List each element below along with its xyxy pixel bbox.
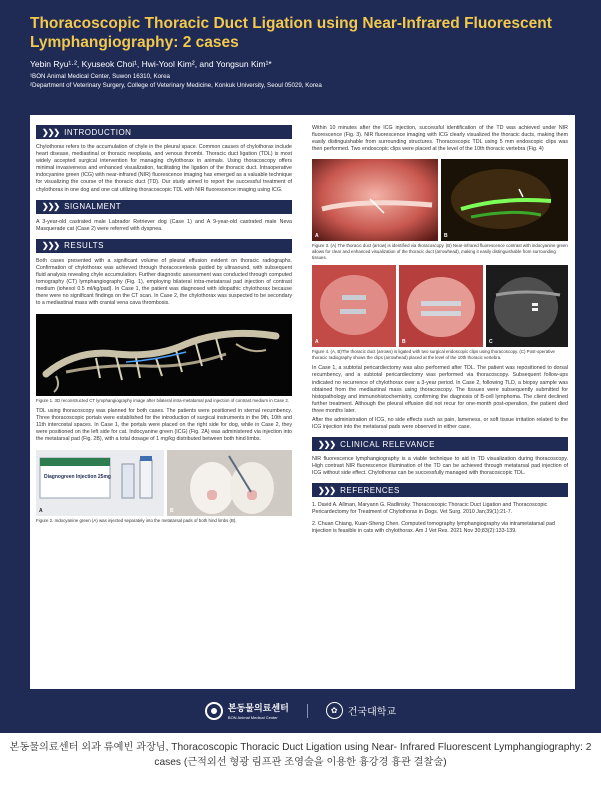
chevron-icon: ❯❯❯ <box>42 202 60 212</box>
figure-1-caption: Figure 1. 3D reconstructed CT lymphangiography image after bilateral intra-metatarsal pad injection of contrast medium in Case 2. <box>36 397 289 403</box>
poster-header <box>0 0 601 108</box>
results-text-2: TDL using thoracoscopy was planned for both cases. The patients were positioned in sternal recumbency. Three thoracoscopic portals were established for the introduction of surgical instruments in the 9th, 10th and 11th intercostal spaces. In Case 1, the portals were placed on the right side for dog, while in Case 2, they were positioned on the left side for cat. Indocyanine green (ICG) (Fig. 2A) was administered via injection into the metatarsal pad (Fig. 2B), with a total dosage of 1 mg/kg distributed between both hind limbs. <box>36 408 292 443</box>
signalment-text: A 3-year-old castrated male Labrador Retriever dog (Case 1) and A 9-year-old castrated male Neva Masquerade cat (Case 2) were referred with dyspnea. <box>36 218 292 232</box>
right-column <box>312 125 568 540</box>
figure-3-caption: Figure 3. (A) The thoracic duct (arrow) is identified via thoracoscopy. (B) Near-infrared fluorescence contrast with indocyanine green allows for clear and enhanced visualization of the thoracic duct (arrowhead), making it easily distinguishable from surrounding tissues. <box>312 243 568 260</box>
section-heading-clinical-relevance: ❯❯❯ CLINICAL RELEVANCE <box>312 437 568 451</box>
section-heading-introduction: ❯❯❯ INTRODUCTION <box>36 125 292 139</box>
figure-2b-injection-photo: B <box>167 450 292 516</box>
affiliation-1: ¹BON Animal Medical Center, Suwon 16310, Korea <box>30 73 170 80</box>
affiliation-2: ²Department of Veterinary Surgery, College of Veterinary Medicine, Konkuk University, Seoul 05029, Korea <box>30 82 322 89</box>
footer-divider <box>307 704 308 718</box>
figure-4c-radiograph: C <box>486 265 568 347</box>
chevron-icon: ❯❯❯ <box>42 241 60 251</box>
left-column <box>36 125 292 528</box>
chevron-icon: ❯❯❯ <box>318 485 336 495</box>
vial-box-label: Diagnogreen Injection 25mg <box>44 473 111 480</box>
chevron-icon: ❯❯❯ <box>42 127 60 137</box>
reference-item: 2. Chuan Chiang, Kuan-Sheng Chen. Computed tomography lymphangiography via intrametatarsal pad injection is feasible in cats with chylothorax. Am J Vet Res. 2021 Nov 30;83(2):133-139. <box>312 521 555 535</box>
section-heading-signalment: ❯❯❯ SIGNALMENT <box>36 200 292 214</box>
figure-2-caption: Figure 2. Indocyanine green (A) was injected separately into the metatarsal pads of both hind limbs (B). <box>36 517 237 523</box>
bon-logo-icon <box>205 702 223 720</box>
university-seal-icon: ✿ <box>326 702 343 719</box>
section-heading-results: ❯❯❯ RESULTS <box>36 239 292 253</box>
figure-3b-nir-fluorescence: B <box>441 159 568 241</box>
chevron-icon: ❯❯❯ <box>318 439 336 449</box>
figure-4a-clip-ligation: A <box>312 265 396 347</box>
clinical-relevance-text: NIR fluorescence lymphangiography is a viable technique to aid in TD visualization during thoracoscopy. High contrast NIR fluorescence illumination of the TD can be achieved through metatarsal pad injection of ICG without side effect. Chylothorax can be successfully managed with thoracoscopic TDL. <box>312 456 568 477</box>
poster-title: Thoracoscopic Thoracic Duct Ligation using Near-Infrared Fluorescent Lymphangiography: 2 cases <box>30 15 552 51</box>
bon-animal-medical-center-logo: 본동물의료센터 BON Animal Medical Center <box>205 701 289 720</box>
results-text-3: Within 10 minutes after the ICG injection, successful identification of the TD was achieved under NIR fluorescence (Fig. 3). NIR fluorescence imaging with ICG clearly visualized the thoracic ducts, making them easily distinguishable from surrounding structures. Thoracoscopic TDL using 5 mm endoscopic clips was then performed. Two endoscopic clips were placed at the level of the 10th thoracic vertebra (Fig. 4) <box>312 125 568 153</box>
konkuk-university-logo: ✿ 건국대학교 <box>326 702 396 719</box>
figure-2 <box>36 450 292 516</box>
results-text-1: Both cases presented with a significant volume of pleural effusion evident on thoracic radiographs. Confirmation of chylothorax was achieved through thoracocentesis guided by ultrasound, with subsequent fluid analysis revealing chyle accumulation. Further diagnostic assessment was conducted through computed tomography (CT) lymphangiography (Fig. 1), employing bilateral intra-metatarsal pad injection of contrast medium (iohexol 0.5 ml/kg/pad). In Case 1, the patient was diagnosed with idiopathic chylothorax because there were no significant findings on the CT scan. In Case 2, the chylothorax was suspected to be secondary to a mediastinal mass with cranial vena cava thrombosis. <box>36 257 292 307</box>
figure-3 <box>312 159 568 241</box>
figure-3a-thoracoscopy: A <box>312 159 438 241</box>
section-heading-references: ❯❯❯ REFERENCES <box>312 483 568 497</box>
figure-4-caption: Figure 4. (A, B)The thoracic duct (arrows) is ligated with two surgical endoscopic clips using thoracoscopy. (C) Post-operative thoracic radiography shows the clips (arrowhead) placed at the level of the 10th thoracic vertebra. <box>312 349 555 360</box>
results-text-4: In Case 1, a subtotal pericardiectomy was also performed after TDL. The patient was repositioned to dorsal recumbency, and a subtotal pericardiectomy was performed via thoracoscopy. Subsequent follow-ups indicated no recurrence of chylothorax over a 3-year period. In Case 2, following TLD, a biopsy sample was obtained from the mediastinal mass using thoracoscopy. The tissues were subsequently submitted for histopathology and immunohistochemistry, confirming the diagnosis of B-cell lymphoma. The client declined further treatment. Although the pleural effusion did not recur for one-month post-operation, the patient died three months later. <box>312 365 568 414</box>
introduction-text: Chylothorax refers to the accumulation of chyle in the pleural space. Common causes of chylothorax include heart disease, mediastinal or thoracic neoplasia, and venous thrombi. Thoracic duct ligation (TDL) is most widely accepted surgical intervention for managing chylothorax in animals. Using thoracoscopy offers minimal invasiveness and enhanced visualization, facilitating the ligation of the thoracic duct. Intraoperative indocyanine green (ICG) with near-infrared (NIR) fluorescence imaging has emerged as a valuable technique for visualizing the course of the thoracic duct (TD). Our study aimed to report the successful treatment of chylothorax in one dog and one cat utilizing thoracoscopic TDL with NIR fluorescence imaging using ICG. <box>36 144 292 193</box>
figure-4 <box>312 265 568 347</box>
figure-2a-icg-box-photo: Diagnogreen Injection 25mg A <box>36 450 164 516</box>
results-text-5: After the administration of ICG, no side effects such as pain, lameness, or soft tissue irritation related to the ICG injection into the metatarsal pads were observed in either case. <box>312 417 568 431</box>
image-caption: 본동물의료센터 외과 류예빈 과장님, Thoracoscopic Thoracic Duct Ligation using Near- Infrared Fluorescent Lymphangiography: 2 cases (근적외선 형광 림프관 조영술을 이용한 흉강경 흉관 결찰술) <box>9 742 592 768</box>
figure-1-ct-image <box>36 314 292 396</box>
poster-body <box>30 115 575 689</box>
author-list: Yebin Ryu¹·², Kyuseok Choi¹, Hwi-Yool Kim², and Yongsun Kim¹* <box>30 59 272 69</box>
poster-footer <box>0 688 601 733</box>
figure-4b-clip-ligation: B <box>399 265 483 347</box>
reference-item: 1. David A. Allman, Maryann G. Radlinsky. Thoracoscopic Thoracic Duct Ligation and Thoracoscopic Pericardectomy for Treatment of Chylothorax in Dogs. Vet Surg. 2010 Jan;39(1):21-7. <box>312 502 548 516</box>
